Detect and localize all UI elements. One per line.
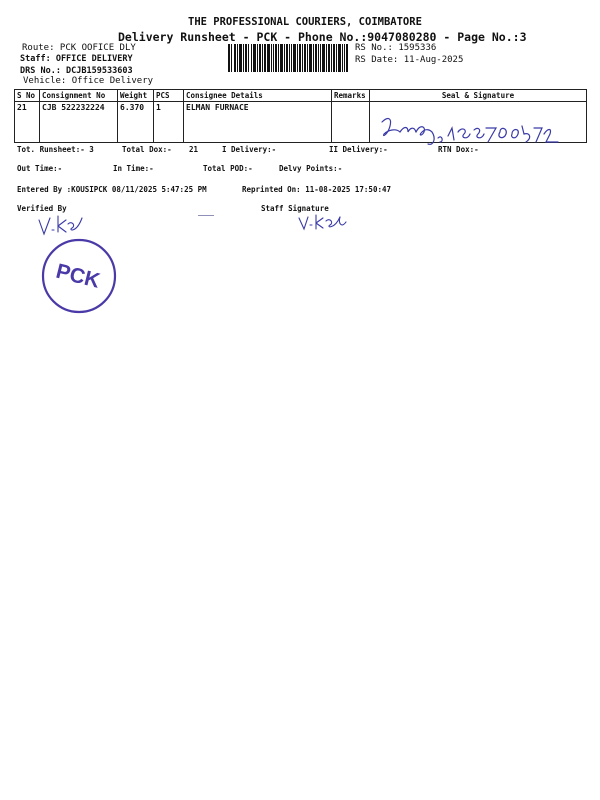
table-header-row — [15, 90, 587, 102]
col-header-weight: Weight — [118, 90, 154, 102]
cell-remarks — [332, 102, 370, 143]
stamp-text: PCK — [53, 259, 103, 293]
staff-info: Staff: OFFICE DELIVERY — [20, 54, 133, 64]
col-header-consignment: Consignment No — [40, 90, 118, 102]
rs-date: RS Date: 11-Aug-2025 — [355, 55, 464, 65]
route-info: Route: PCK OOFICE DLY — [22, 43, 136, 53]
pck-stamp — [40, 237, 118, 315]
cell-consignee: ELMAN FURNACE — [184, 102, 332, 143]
cell-pcs: 1 — [154, 102, 184, 143]
staff-signature-label: Staff Signature — [261, 204, 329, 213]
second-delivery: II Delivery:- — [329, 145, 388, 154]
drs-number: DRS No.: DCJB159533603 — [20, 66, 133, 76]
rs-number: RS No.: 1595336 — [355, 43, 437, 53]
company-name: THE PROFESSIONAL COURIERS, COIMBATORE — [188, 16, 422, 28]
col-header-consignee: Consignee Details — [184, 90, 332, 102]
total-pod: Total POD:- — [203, 164, 253, 173]
receiver-signature-handwriting — [378, 112, 563, 148]
col-header-sno: S No — [15, 90, 40, 102]
total-dox-value: 21 — [189, 145, 199, 154]
barcode-image — [228, 44, 348, 72]
rtn-dox: RTN Dox:- — [438, 145, 479, 154]
total-runsheet: Tot. Runsheet:- 3 — [17, 145, 94, 154]
staff-signature-handwriting — [296, 212, 350, 232]
verifier-signature-handwriting — [36, 212, 86, 238]
reprinted-on: Reprinted On: 11-08-2025 17:50:47 — [242, 185, 392, 194]
col-header-remarks: Remarks — [332, 90, 370, 102]
cell-consignment: CJB 522232224 — [40, 102, 118, 143]
total-dox-label: Total Dox:- — [122, 145, 172, 154]
delivery-points: Delvy Points:- — [279, 164, 343, 173]
runsheet-subtitle: Delivery Runsheet - PCK - Phone No.:9047080280 - Page No.:3 — [118, 30, 527, 44]
in-time: In Time:- — [113, 164, 154, 173]
cell-weight: 6.370 — [118, 102, 154, 143]
col-header-pcs: PCS — [154, 90, 184, 102]
signature-dash-line — [198, 215, 214, 216]
col-header-seal: Seal & Signature — [370, 90, 587, 102]
vehicle-info: Vehicle: Office Delivery — [23, 76, 154, 86]
out-time: Out Time:- — [17, 164, 63, 173]
verified-by-label: Verified By — [17, 204, 67, 213]
cell-sno: 21 — [15, 102, 40, 143]
first-delivery: I Delivery:- — [222, 145, 277, 154]
entered-by: Entered By :KOUSIPCK 08/11/2025 5:47:25 PM — [17, 185, 207, 194]
